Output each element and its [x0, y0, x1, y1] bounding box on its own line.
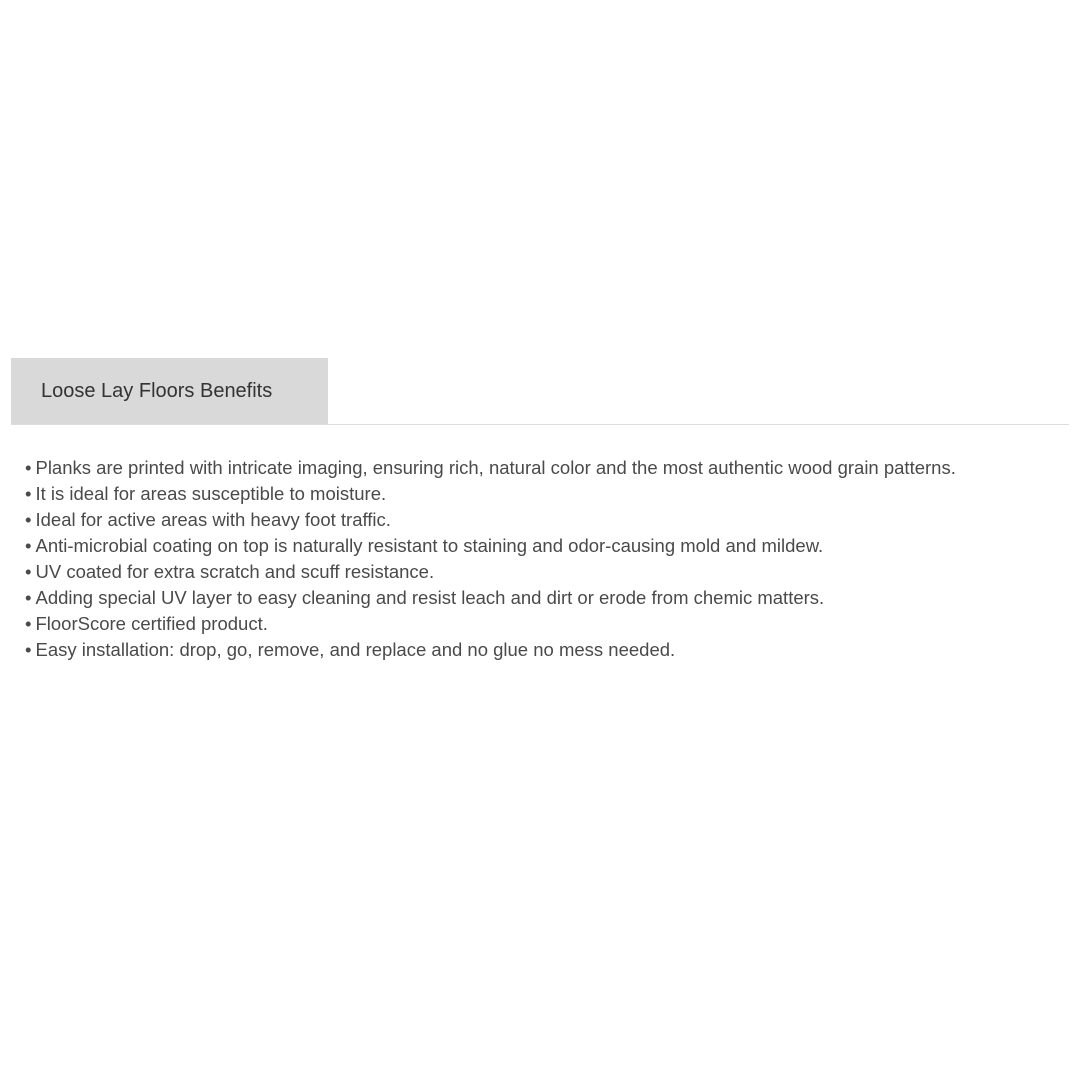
tab-bar — [11, 358, 1069, 425]
bullet-icon: • — [25, 483, 32, 504]
benefit-item — [25, 533, 1070, 559]
benefit-item — [25, 481, 1070, 507]
benefit-text: Planks are printed with intricate imaging, ensuring rich, natural color and the most authentic wood grain patterns. — [35, 457, 956, 478]
benefit-item — [25, 611, 1070, 637]
benefit-item — [25, 585, 1070, 611]
benefit-item — [25, 637, 1070, 663]
benefit-item — [25, 455, 1070, 481]
benefit-item — [25, 507, 1070, 533]
benefits-list — [25, 455, 1070, 663]
bullet-icon: • — [25, 561, 32, 582]
benefit-text: Adding special UV layer to easy cleaning and resist leach and dirt or erode from chemic matters. — [35, 587, 825, 608]
benefit-text: UV coated for extra scratch and scuff resistance. — [35, 561, 435, 582]
bullet-icon: • — [25, 457, 32, 478]
bullet-icon: • — [25, 535, 32, 556]
bullet-icon: • — [25, 509, 32, 530]
tab-loose-lay-floors-benefits[interactable]: Loose Lay Floors Benefits — [11, 358, 328, 424]
benefit-text: Easy installation: drop, go, remove, and replace and no glue no mess needed. — [35, 639, 676, 660]
bullet-icon: • — [25, 639, 32, 660]
benefit-item — [25, 559, 1070, 585]
benefit-text: Anti-microbial coating on top is naturally resistant to staining and odor-causing mold and mildew. — [35, 535, 824, 556]
benefit-text: It is ideal for areas susceptible to moisture. — [35, 483, 387, 504]
benefit-text: FloorScore certified product. — [35, 613, 268, 634]
bullet-icon: • — [25, 587, 32, 608]
bullet-icon: • — [25, 613, 32, 634]
benefit-text: Ideal for active areas with heavy foot traffic. — [35, 509, 391, 530]
